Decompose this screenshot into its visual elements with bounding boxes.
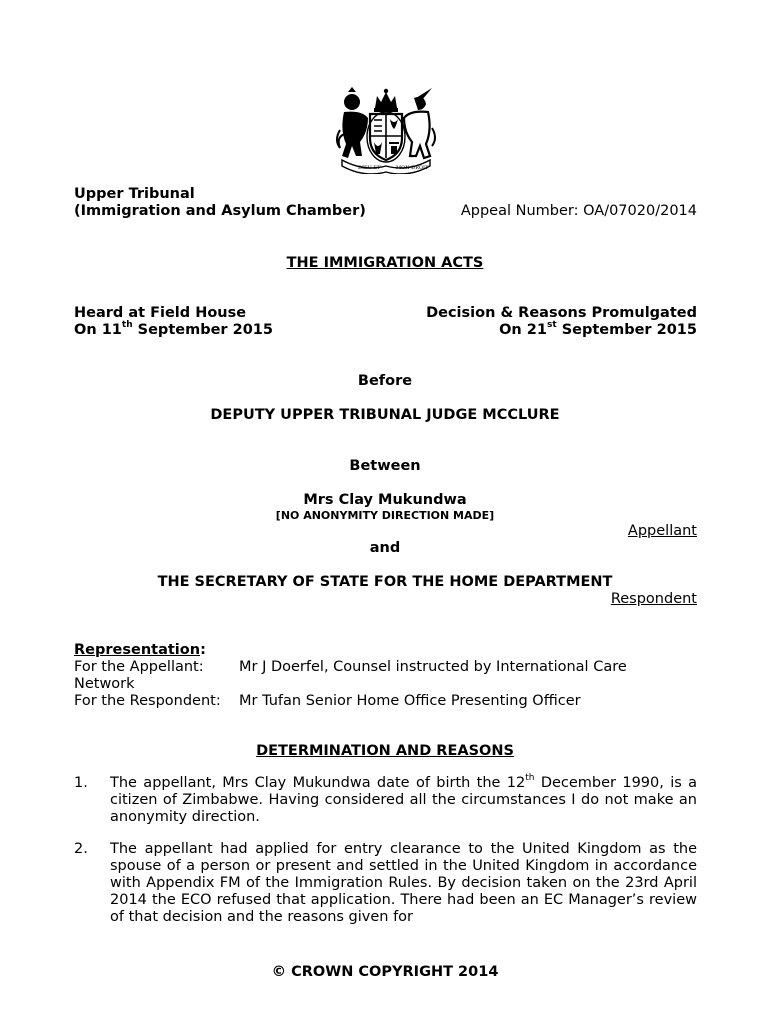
respondent-name: THE SECRETARY OF STATE FOR THE HOME DEPARTMENT	[157, 574, 613, 590]
footer-copyright: © CROWN COPYRIGHT 2014	[271, 964, 499, 980]
tribunal-name-line1: Upper Tribunal	[74, 186, 195, 202]
judge-name: DEPUTY UPPER TRIBUNAL JUDGE MCCLURE	[210, 407, 560, 423]
unicorn-supporter-icon	[404, 88, 435, 158]
respondent-rep-value: Mr Tufan Senior Home Office Presenting Officer	[239, 693, 581, 709]
and-label: and	[369, 540, 401, 556]
acts-title: THE IMMIGRATION ACTS	[286, 255, 484, 271]
anonymity-direction: [NO ANONYMITY DIRECTION MADE]	[275, 509, 495, 522]
promulgated-date: On 21st September 2015	[499, 320, 697, 338]
paragraph-2	[74, 841, 697, 931]
tribunal-name-line2: (Immigration and Asylum Chamber)	[74, 203, 366, 219]
determination-title: DETERMINATION AND REASONS	[256, 743, 514, 759]
heard-at: Heard at Field House	[74, 305, 247, 321]
representation-title: Representation:	[74, 642, 206, 658]
heard-on-date: On 11th September 2015	[74, 320, 273, 338]
promulgated-label: Decision & Reasons Promulgated	[426, 305, 697, 321]
respondent-role: Respondent	[610, 591, 697, 607]
paragraph-text: The appellant, Mrs Clay Mukundwa date of birth the 12th December 1990, is a citizen of Zimbabwe. Having considered all the circumstances I do not make an anonymity direction.	[110, 773, 697, 825]
shield-icon	[367, 112, 405, 162]
appellant-rep-value: Mr J Doerfel, Counsel instructed by International Care	[239, 659, 627, 675]
between-label: Between	[349, 458, 421, 474]
respondent-rep-label: For the Respondent:	[74, 693, 221, 709]
before-label: Before	[357, 373, 413, 389]
appellant-role: Appellant	[627, 523, 697, 539]
motto-left: DIEU ET	[358, 165, 381, 171]
royal-coat-of-arms-logo	[334, 86, 438, 174]
paragraph-1	[74, 775, 697, 827]
paragraph-number: 2.	[74, 841, 88, 857]
appellant-name: Mrs Clay Mukundwa	[303, 492, 467, 508]
appellant-rep-value-cont: Network	[74, 676, 135, 692]
motto-right: MON DROIT	[396, 165, 429, 171]
paragraph-number: 1.	[74, 775, 88, 791]
appeal-number: Appeal Number: OA/07020/2014	[460, 203, 697, 219]
crown-icon	[374, 89, 398, 112]
paragraph-text: The appellant had applied for entry clearance to the United Kingdom as the spouse of a person or present and settled in the United Kingdom in accordance with Appendix FM of the Immigration Rules. By decision taken on the 23rd April 2014 the ECO refused that application. There had been an EC Manager’s review of that decision and the reasons given for	[110, 841, 697, 925]
lion-supporter-icon	[337, 87, 368, 158]
appellant-rep-label: For the Appellant:	[74, 659, 204, 675]
